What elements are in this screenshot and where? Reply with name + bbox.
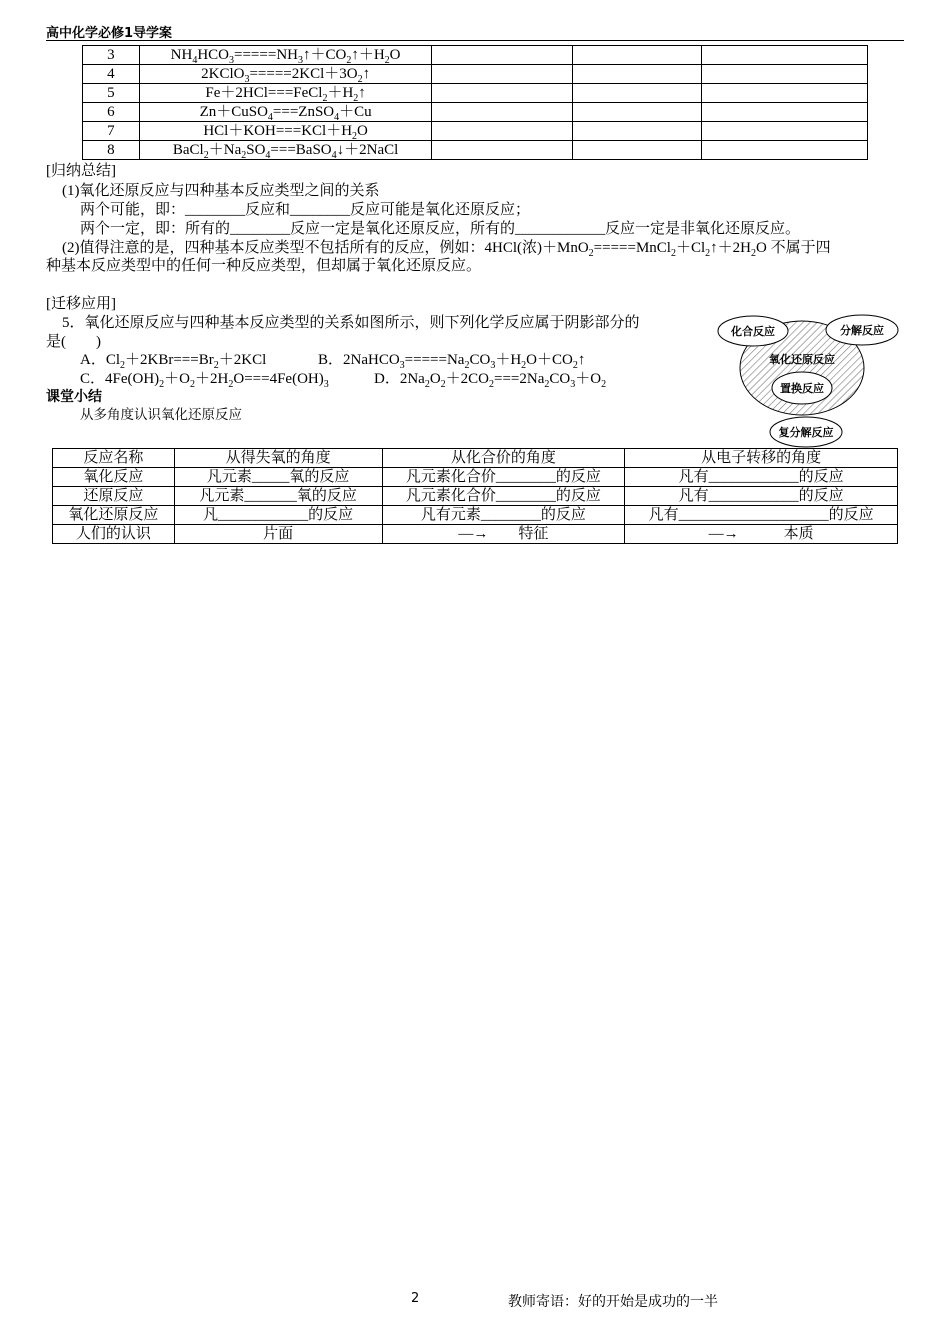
blank-cell [432,141,573,160]
summary-p1: (1)氧化还原反应与四种基本反应类型之间的关系 [62,183,380,199]
option-d: D．$2Na_2O_2+2CO_2===2Na_2CO_3+O_2$ [374,371,607,390]
blank-cell [572,141,701,160]
angle-cell: 凡元素化合价________的反应 [382,487,625,506]
angle-cell: —→ 特征 [382,525,625,544]
angle-cell: —→ 本质 [625,525,898,544]
label-double-decomposition: 复分解反应 [778,426,834,439]
summary-p3: 两个一定，即：所有的________反应一定是氧化还原反应，所有的____________反应一定是非氧化还原反应。 [80,221,801,237]
angle-cell: 氧化还原反应 [53,506,175,525]
blank-cell [572,103,701,122]
reaction-row [83,141,868,160]
blank-cell [572,122,701,141]
summary-p5: 种基本反应类型中的任何一种反应类型，但却属于氧化还原反应。 [46,258,482,274]
option-a: A．$Cl_2+2KBr===Br_2+2KCl$ [80,352,267,371]
angle-cell: 凡有____________________的反应 [625,506,898,525]
blank-cell [701,103,868,122]
label-displacement: 置换反应 [780,382,824,395]
blank-cell [432,46,573,65]
angle-header-cell: 从电子转移的角度 [625,449,898,468]
reaction-row [83,65,868,84]
angle-cell: 人们的认识 [53,525,175,544]
application-heading: [迁移应用] [46,296,116,312]
reaction-equation: $HCl+KOH===KCl+H_2O$ [139,122,432,141]
question-5-line1: 5．氧化还原反应与四种基本反应类型的关系如图所示，则下列化学反应属于阴影部分的 [62,315,640,331]
angle-cell: 凡有____________的反应 [625,468,898,487]
reaction-equation: $BaCl_2+Na_2SO_4===BaSO_4↓+2NaCl$ [139,141,432,160]
angle-cell: 凡有元素________的反应 [382,506,625,525]
reaction-number: 3 [83,46,140,65]
label-decomposition: 分解反应 [840,324,884,337]
angle-cell: 片面 [174,525,382,544]
teacher-message: 教师寄语：好的开始是成功的一半 [508,1295,718,1310]
blank-cell [432,122,573,141]
reaction-number: 5 [83,84,140,103]
angle-table-row [53,487,898,506]
option-b: B．$2NaHCO_3=====Na_2CO_3+H_2O+CO_2↑$ [318,352,586,371]
reaction-table [82,45,868,160]
reaction-row [83,122,868,141]
summary-p2: 两个可能，即：________反应和________反应可能是氧化还原反应； [80,202,531,218]
question-5-line2: 是( ) [46,334,101,350]
angle-cell: 凡元素_____氧的反应 [174,468,382,487]
angle-cell: 凡有____________的反应 [625,487,898,506]
blank-cell [432,103,573,122]
blank-cell [701,84,868,103]
angle-table [52,448,898,544]
blank-cell [701,65,868,84]
blank-cell [572,65,701,84]
label-combination: 化合反应 [731,325,775,338]
header-rule [46,40,904,41]
reaction-type-diagram [716,310,904,450]
angle-cell: 凡元素化合价________的反应 [382,468,625,487]
angle-header-cell: 从得失氧的角度 [174,449,382,468]
blank-cell [432,84,573,103]
label-redox: 氧化还原反应 [769,353,835,366]
angle-cell: 凡元素_______氧的反应 [174,487,382,506]
blank-cell [701,46,868,65]
page-header-title: 高中化学必修1导学案 [46,26,173,41]
blank-cell [701,122,868,141]
reaction-equation: $2KClO_3=====2KCl+3O_2↑$ [139,65,432,84]
blank-cell [701,141,868,160]
angle-table-row [53,468,898,487]
reaction-row [83,46,868,65]
angle-table-header [53,449,898,468]
angle-table-row [53,525,898,544]
reaction-number: 4 [83,65,140,84]
reaction-row [83,103,868,122]
angle-header-cell: 反应名称 [53,449,175,468]
reaction-number: 8 [83,141,140,160]
page-number: 2 [411,1291,420,1306]
class-summary-heading: 课堂小结 [46,389,102,405]
blank-cell [572,46,701,65]
summary-heading: [归纳总结] [46,163,116,179]
angle-cell: 氧化反应 [53,468,175,487]
reaction-equation: $NH_4HCO_3=====NH_3↑+CO_2↑+H_2O$ [139,46,432,65]
reaction-row [83,84,868,103]
summary-p4: (2)值得注意的是，四种基本反应类型不包括所有的反应，例如：4HCl(浓)$+MnO_2=====MnCl_2+Cl_2↑+2H_2O$ 不属于四 [62,240,831,259]
reaction-equation: $Fe+2HCl===FeCl_2+H_2↑$ [139,84,432,103]
class-summary-subheading: 从多角度认识氧化还原反应 [80,407,242,423]
blank-cell [432,65,573,84]
blank-cell [572,84,701,103]
reaction-equation: Zn＋CuSO$_4$===ZnSO$_4$＋Cu [139,103,432,122]
angle-header-cell: 从化合价的角度 [382,449,625,468]
reaction-number: 6 [83,103,140,122]
option-c: C．$4Fe(OH)_2+O_2+2H_2O===4Fe(OH)_3$ [80,371,329,390]
angle-table-row [53,506,898,525]
angle-cell: 还原反应 [53,487,175,506]
reaction-number: 7 [83,122,140,141]
angle-cell: 凡____________的反应 [174,506,382,525]
